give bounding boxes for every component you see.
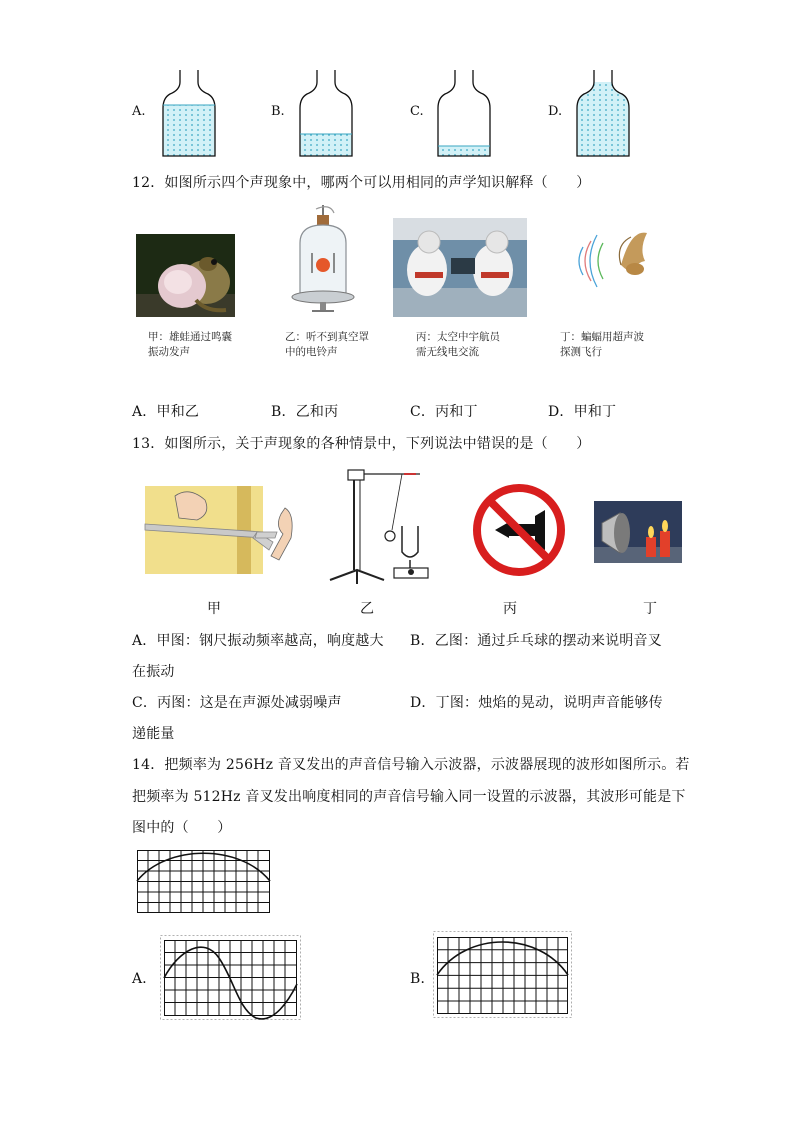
q13-choice-a[interactable]: A．甲图：钢尺振动频率越高，响度越大 [132,633,384,649]
astronauts-photo [393,218,527,317]
q13-choice-d[interactable]: D．丁图：烛焰的晃动，说明声音能够传 [410,695,663,711]
no-horn-sign-icon [473,484,565,576]
bat-image [573,225,653,297]
q12-choice-b[interactable]: B．乙和丙 [271,404,339,420]
q13-choice-d-cont: 递能量 [132,726,175,742]
option-d-label: D. [548,104,563,119]
bottle-b-image [297,68,355,160]
caption-bing: 丙：太空中宇航员需无线电交流 [416,331,500,358]
caption-jia: 甲：雄蛙通过鸣囊振动发声 [148,331,232,358]
frog-photo [136,234,235,317]
option-b-label: B. [271,104,285,119]
ruler-table-image [145,486,315,576]
option-a-label: A. [132,104,146,119]
question-14-stem-line3: 图中的（ ） [132,820,232,836]
question-12-stem: 12．如图所示四个声现象中，哪两个可以用相同的声学知识解释（ ） [132,175,591,191]
label-bing: 丙 [503,601,517,617]
bell-jar-image [290,203,360,317]
reference-waveform-grid [137,850,271,914]
tuning-fork-stand-image [326,466,438,586]
question-14-stem-line1: 14．把频率为 256Hz 音叉发出的声音信号输入示波器，示波器展现的波形如图所示。若 [132,757,690,773]
q13-choice-c[interactable]: C．丙图：这是在声源处减弱噪声 [132,695,342,711]
label-yi: 乙 [360,601,374,617]
speaker-candles-photo [594,501,682,563]
question-13-stem: 13．如图所示，关于声现象的各种情景中，下列说法中错误的是（ ） [132,436,591,452]
caption-yi: 乙：听不到真空罩中的电铃声 [285,331,369,358]
bottle-c-image [435,68,493,160]
q12-choice-d[interactable]: D．甲和丁 [548,404,617,420]
bottle-d-image [574,68,632,160]
question-14-stem-line2: 把频率为 512Hz 音叉发出响度相同的声音信号输入同一设置的示波器，其波形可能是下 [132,789,686,805]
label-jia: 甲 [207,601,221,617]
label-ding: 丁 [643,601,657,617]
option-a-waveform-grid[interactable] [160,935,302,1021]
option-c-label: C. [410,104,424,119]
bottle-a-image [160,68,218,160]
q13-choice-b[interactable]: B．乙图：通过乒乓球的摆动来说明音叉 [410,633,662,649]
q14-option-a-label[interactable]: A． [132,971,157,987]
caption-ding: 丁：蝙蝠用超声波探测飞行 [560,331,644,358]
q14-option-b-label[interactable]: B． [410,971,435,987]
option-b-waveform-grid[interactable] [433,931,573,1019]
q12-choice-a[interactable]: A．甲和乙 [132,404,200,420]
q12-choice-c[interactable]: C．丙和丁 [410,404,478,420]
q13-choice-b-cont: 在振动 [132,664,175,680]
